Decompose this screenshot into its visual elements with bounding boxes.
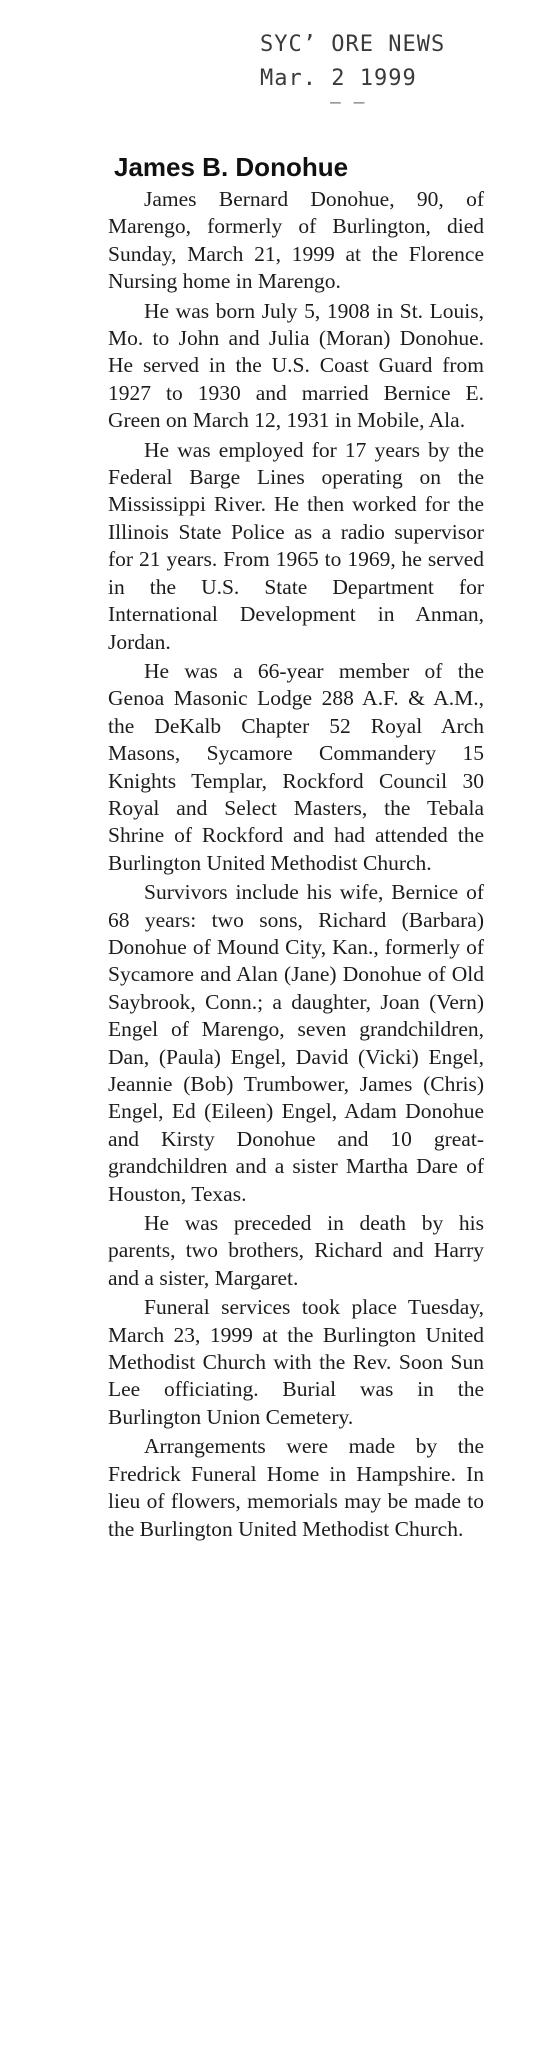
paragraph-death-notice: James Bernard Donohue, 90, of Marengo, formerly of Burlington, died Sunday, March 21, 1999 at the Florence Nursing home in Marengo.	[108, 187, 484, 294]
paragraph-birth-and-marriage: He was born July 5, 1908 in St. Louis, Mo. to John and Julia (Moran) Donohue. He served in the U.S. Coast Guard from 1927 to 1930 and married Bernice E. Green on March 12, 1931 in Mobile, Ala.	[108, 298, 484, 433]
paragraph-career: He was employed for 17 years by the Federal Barge Lines operating on the Mississippi River. He then worked for the Illinois State Police as a radio supervisor for 21 years. From 1965 to 1969, he served in the U.S. State Department for International Development in Anman, Jordan.	[108, 437, 484, 654]
paragraph-survivors: Survivors include his wife, Bernice of 68 years: two sons, Richard (Barbara) Donohue of Mound City, Kan., formerly of Sycamore and Alan (Jane) Donohue of Old Saybrook, Conn.; a daughter, Joan (Vern) Engel of Marengo, seven grandchildren, Dan, (Paula) Engel, David (Vicki) Engel, Jeannie (Bob) Trumbower, James (Chris) Engel, Ed (Eileen) Engel, Adam Donohue and Kirsty Donohue and 10 great-grandchildren and a sister Martha Dare of Houston, Texas.	[108, 880, 484, 1206]
paragraph-preceded-in-death: He was preceded in death by his parents, two brothers, Richard and Harry and a sister, Margaret.	[108, 1211, 484, 1290]
paragraph-memberships: He was a 66-year member of the Genoa Masonic Lodge 288 A.F. & A.M., the DeKalb Chapter 52 Royal Arch Masons, Sycamore Commandery 15 Knights Templar, Rockford Council 30 Royal and Select Masters, the Tebala Shrine of Rockford and had attended the Burlington United Methodist Church.	[108, 658, 484, 875]
clipping-stamp	[260, 28, 490, 113]
obituary-article	[108, 150, 484, 1545]
publication-date: Mar. 2 1999	[260, 66, 417, 91]
publication-name: SYC’ ORE NEWS	[260, 32, 446, 57]
stamp-mark: — –	[330, 92, 366, 113]
paragraph-funeral-services: Funeral services took place Tuesday, March 23, 1999 at the Burlington United Methodist Church with the Rev. Soon Sun Lee officiating. Burial was in the Burlington Union Cemetery.	[108, 1295, 484, 1429]
obituary-headline: James B. Donohue	[114, 152, 349, 182]
paragraph-arrangements: Arrangements were made by the Fredrick Funeral Home in Hampshire. In lieu of flowers, memorials may be made to the Burlington United Methodist Church.	[108, 1434, 484, 1541]
